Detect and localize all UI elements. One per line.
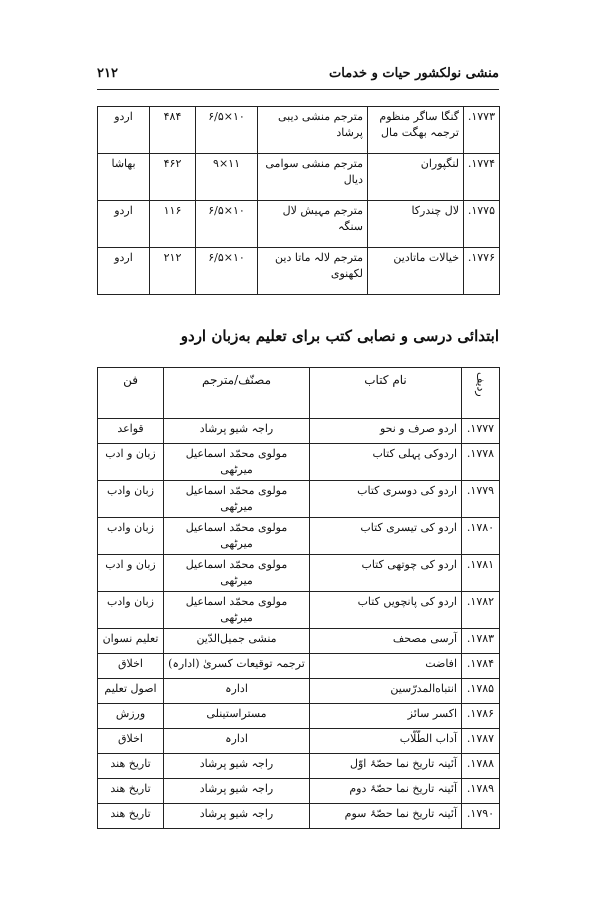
book-title: لال چندرکا (368, 201, 464, 248)
book-author: ادارہ (164, 679, 310, 704)
section-title: ابتدائی درسی و نصابی کتب برای تعلیم به‌زبان اردو (180, 327, 499, 345)
book-author: مستراستینلی (164, 704, 310, 729)
table-row (98, 729, 500, 754)
table-row (98, 754, 500, 779)
table-row (98, 654, 500, 679)
row-number: ۱۷۸۹. (462, 779, 500, 804)
row-number: ۱۷۷۶. (464, 248, 500, 295)
page-number: ۲۱۲ (97, 66, 118, 81)
book-author: مولوی محمّد اسماعیل میرٹھی (164, 555, 310, 592)
book-title: اردو صرف و نحو (310, 419, 462, 444)
book-field: زبان و ادب (98, 444, 164, 481)
book-title: لنگپوران (368, 154, 464, 201)
book-author: راجہ شیو پرشاد (164, 779, 310, 804)
textbooks-table (97, 367, 500, 829)
book-field: اصول تعلیم (98, 679, 164, 704)
book-field: زبان وادب (98, 592, 164, 629)
book-field: ورزش (98, 704, 164, 729)
book-pages: ۴۸۴ (150, 107, 196, 154)
book-title: اردو کی دوسری کتاب (310, 481, 462, 518)
table-row (98, 248, 500, 295)
books-table-continued (97, 106, 500, 295)
page-header (97, 66, 499, 88)
header-rule (97, 89, 499, 90)
row-number: ۱۷۷۳. (464, 107, 500, 154)
book-language: اردو (98, 201, 150, 248)
book-language: اردو (98, 107, 150, 154)
book-field: اخلاق (98, 729, 164, 754)
book-field: زبان وادب (98, 481, 164, 518)
book-size: ۱۱×۹ (196, 154, 258, 201)
book-field: تعلیم نسوان (98, 629, 164, 654)
book-author: مولوی محمّد اسماعیل میرٹھی (164, 481, 310, 518)
row-number: ۱۷۷۸. (462, 444, 500, 481)
row-number: ۱۷۸۶. (462, 704, 500, 729)
table-row (98, 201, 500, 248)
row-number: ۱۷۷۴. (464, 154, 500, 201)
book-title: آئینہ تاریخ نما حصّۂ اوّل (310, 754, 462, 779)
running-title: منشی نولکشور حیات و خدمات (329, 66, 499, 81)
header-num: ردیف (462, 368, 500, 419)
book-author: مترجم منشی دیبی پرشاد (258, 107, 368, 154)
book-title: آداب الطّلّاب (310, 729, 462, 754)
book-title: آئینہ تاریخ نما حصّۂ سوم (310, 804, 462, 829)
book-language: اردو (98, 248, 150, 295)
book-author: راجہ شیو پرشاد (164, 419, 310, 444)
table-row (98, 679, 500, 704)
table-row (98, 555, 500, 592)
book-author: مولوی محمّد اسماعیل میرٹھی (164, 518, 310, 555)
book-language: بھاشا (98, 154, 150, 201)
row-number: ۱۷۷۹. (462, 481, 500, 518)
header-title: نام کتاب (310, 368, 462, 419)
table-row (98, 779, 500, 804)
book-author: راجہ شیو پرشاد (164, 804, 310, 829)
book-title: اردوکی پہلی کتاب (310, 444, 462, 481)
book-field: اخلاق (98, 654, 164, 679)
row-number: ۱۷۸۱. (462, 555, 500, 592)
table-row (98, 592, 500, 629)
book-title: افاضت (310, 654, 462, 679)
row-number: ۱۷۷۵. (464, 201, 500, 248)
row-number: ۱۷۸۸. (462, 754, 500, 779)
book-title: آرسی مصحف (310, 629, 462, 654)
book-author: مولوی محمّد اسماعیل میرٹھی (164, 592, 310, 629)
row-number: ۱۷۷۷. (462, 419, 500, 444)
book-author: مترجم لالہ ماتا دین لکھنوی (258, 248, 368, 295)
book-author: ترجمہ توقیعات کسریٰ (ادارہ) (164, 654, 310, 679)
table-row (98, 481, 500, 518)
book-title: آئینہ تاریخ نما حصّۂ دوم (310, 779, 462, 804)
book-size: ۱۰×۶/۵ (196, 201, 258, 248)
book-field: زبان وادب (98, 518, 164, 555)
book-size: ۱۰×۶/۵ (196, 107, 258, 154)
book-title: خیالات ماتادین (368, 248, 464, 295)
book-size: ۱۰×۶/۵ (196, 248, 258, 295)
row-number: ۱۷۸۷. (462, 729, 500, 754)
book-field: تاریخ هند (98, 804, 164, 829)
row-number: ۱۷۸۳. (462, 629, 500, 654)
table-row (98, 704, 500, 729)
header-field: فن (98, 368, 164, 419)
book-pages: ۲۱۲ (150, 248, 196, 295)
book-field: تاریخ هند (98, 754, 164, 779)
table-row (98, 804, 500, 829)
row-number: ۱۷۸۴. (462, 654, 500, 679)
book-title: اردو کی چوتھی کتاب (310, 555, 462, 592)
book-field: تاریخ هند (98, 779, 164, 804)
table-row (98, 419, 500, 444)
book-author: مولوی محمّد اسماعیل میرٹھی (164, 444, 310, 481)
row-number: ۱۷۸۲. (462, 592, 500, 629)
book-title: اردو کی تیسری کتاب (310, 518, 462, 555)
book-pages: ۱۱۶ (150, 201, 196, 248)
row-number: ۱۷۸۰. (462, 518, 500, 555)
book-field: قواعد (98, 419, 164, 444)
row-number: ۱۷۸۵. (462, 679, 500, 704)
book-author: راجہ شیو پرشاد (164, 754, 310, 779)
table-row (98, 154, 500, 201)
table-row (98, 444, 500, 481)
book-title: گنگا ساگر منظوم ترجمہ بھگت مال (368, 107, 464, 154)
row-number: ۱۷۹۰. (462, 804, 500, 829)
book-pages: ۴۶۲ (150, 154, 196, 201)
book-title: اکسر سائز (310, 704, 462, 729)
table-row (98, 107, 500, 154)
book-author: مترجم منشی سوامی دیال (258, 154, 368, 201)
book-author: ادارہ (164, 729, 310, 754)
book-author: مترجم مہیش لال سنگہ (258, 201, 368, 248)
header-author: مصنّف/مترجم (164, 368, 310, 419)
book-author: منشی جمیل‌الدّین (164, 629, 310, 654)
table-row (98, 518, 500, 555)
table-row (98, 629, 500, 654)
book-field: زبان و ادب (98, 555, 164, 592)
book-title: اردو کی پانچویں کتاب (310, 592, 462, 629)
book-title: انتباه‌المدرّسین (310, 679, 462, 704)
table-header-row (98, 368, 500, 419)
